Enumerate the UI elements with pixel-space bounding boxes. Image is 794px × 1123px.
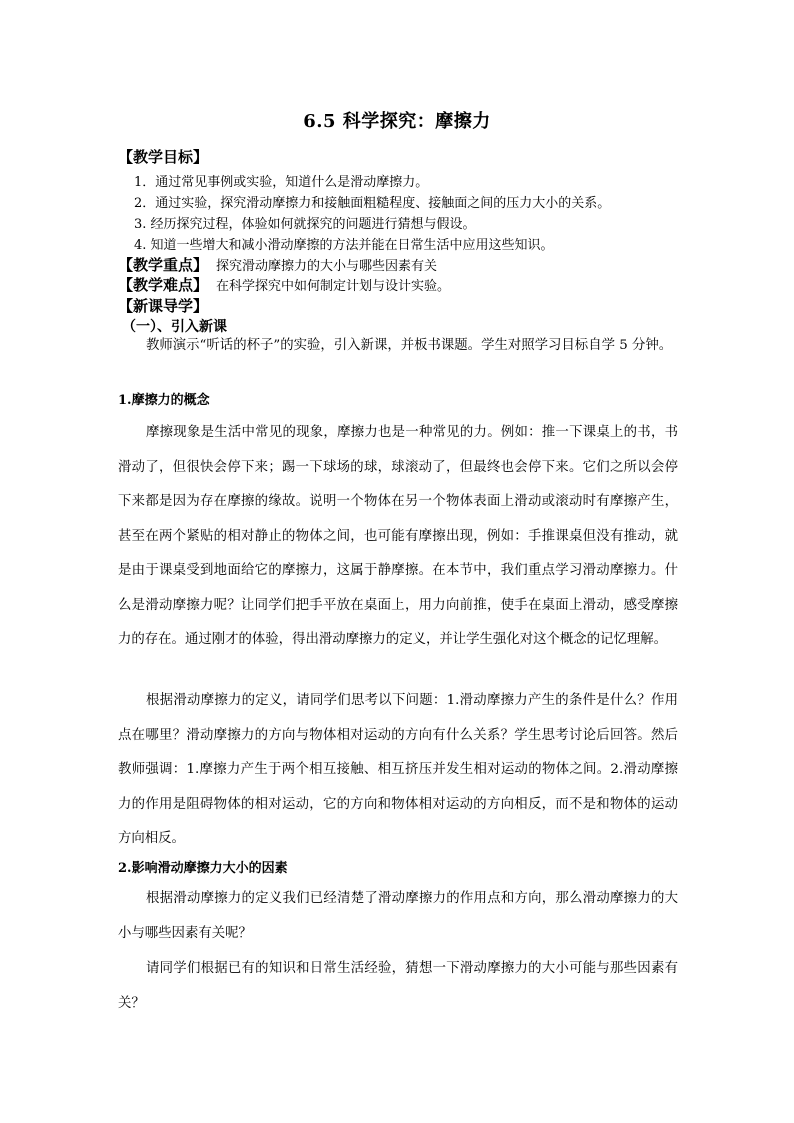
factors-paragraph-2: 请同学们根据已有的知识和日常生活经验，猜想一下滑动摩擦力的大小可能与那些因素有关？ xyxy=(118,961,678,1011)
concept-paragraph-2: 根据滑动摩擦力的定义，请同学们思考以下问题：1.滑动摩擦力产生的条件是什么？作用点在哪里？滑动摩擦力的方向与物体相对运动的方向有什么关系？学生思考讨论后回答。然后教师强调：1.摩擦力产生于两个相互接触、相互挤压并发生相对运动的物体之间。2.滑动摩擦力的作用是阻碍物体的相对运动，它的方向和物体相对运动的方向相反，而不是和物体的运动方向相反。 xyxy=(118,693,678,846)
concept-heading: 1.摩擦力的概念 xyxy=(118,393,210,408)
factors-paragraph-1: 根据滑动摩擦力的定义我们已经清楚了滑动摩擦力的作用点和方向，那么滑动摩擦力的大小与哪些因素有关呢？ xyxy=(118,891,678,941)
difficulty-row xyxy=(118,274,450,295)
key-point-row xyxy=(118,254,437,275)
intro-heading: （一）、引入新课 xyxy=(122,319,227,335)
difficulty-text: 在科学探究中如何制定计划与设计实验。 xyxy=(216,279,451,294)
objective-item-2: 2．通过实验，探究滑动摩擦力和接触面粗糙程度、接触面之间的压力大小的关系。 xyxy=(134,196,611,211)
objective-item-3: 3. 经历探究过程，体验如何就探究的问题进行猜想与假设。 xyxy=(134,217,476,232)
intro-paragraph: 教师演示“听话的杯子”的实验，引入新课，并板书课题。学生对照学习目标自学 5 分钟。 xyxy=(146,338,673,353)
page-title: 6.5 科学探究：摩擦力 xyxy=(303,111,491,132)
concept-paragraph-1: 摩擦现象是生活中常见的现象，摩擦力也是一种常见的力。例如：推一下课桌上的书，书滑动了，但很快会停下来；踢一下球场的球，球滚动了，但最终也会停下来。它们之所以会停下来都是因为存在摩擦的缘故。说明一个物体在另一个物体表面上滑动或滚动时有摩擦产生，甚至在两个紧贴的相对静止的物体之间，也可能有摩擦出现，例如：手推课桌但没有推动，就是由于课桌受到地面给它的摩擦力，这属于静摩擦。在本节中，我们重点学习滑动摩擦力。什么是滑动摩擦力呢？让同学们把手平放在桌面上，用力向前推，使手在桌面上滑动，感受摩擦力的存在。通过刚才的体验，得出滑动摩擦力的定义，并让学生强化对这个概念的记忆理解。 xyxy=(118,425,678,647)
objective-item-4: 4. 知道一些增大和减小滑动摩擦的方法并能在日常生活中应用这些知识。 xyxy=(134,238,554,253)
objectives-heading: 【教学目标】 xyxy=(118,148,209,166)
factors-heading: 2.影响滑动摩擦力大小的因素 xyxy=(118,861,288,876)
guide-heading: 【新课导学】 xyxy=(118,297,209,315)
objective-item-1: 1．通过常见事例或实验，知道什么是滑动摩擦力。 xyxy=(134,175,429,190)
key-point-text: 探究滑动摩擦力的大小与哪些因素有关 xyxy=(216,259,438,274)
difficulty-heading: 【教学难点】 xyxy=(118,276,209,294)
key-point-heading: 【教学重点】 xyxy=(118,256,209,274)
